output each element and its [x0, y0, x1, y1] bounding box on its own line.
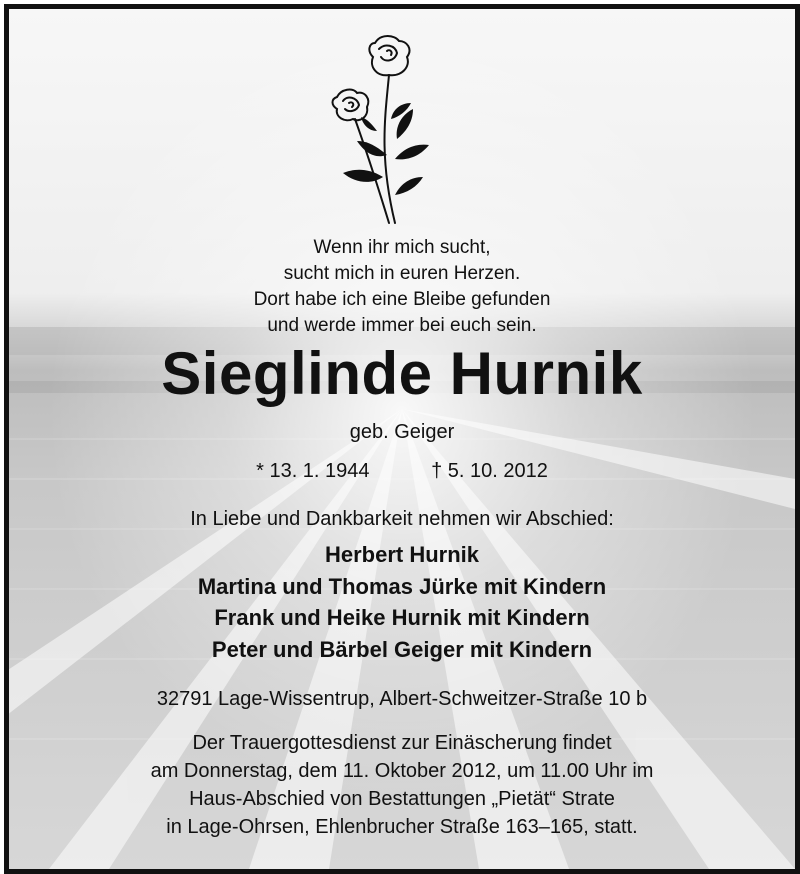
deceased-name: Sieglinde Hurnik: [161, 340, 643, 407]
service-line: am Donnerstag, dem 11. Oktober 2012, um 11.00 Uhr im: [150, 760, 654, 782]
death-date: † 5. 10. 2012: [431, 460, 548, 482]
mourner-name: Frank und Heike Hurnik mit Kindern: [214, 605, 590, 630]
service-line: in Lage-Ohrsen, Ehlenbrucher Straße 163–165, statt.: [166, 816, 638, 838]
poem-line: und werde immer bei euch sein.: [267, 315, 537, 336]
obituary-notice: [4, 4, 800, 874]
rose-icon: [317, 27, 437, 227]
mourners-list: [9, 539, 795, 665]
mourner-name: Martina und Thomas Jürke mit Kindern: [197, 573, 607, 599]
address: 32791 Lage-Wissentrup, Albert-Schweitzer-Straße 10 b: [156, 688, 648, 710]
mourner-name: Herbert Hurnik: [324, 542, 480, 567]
service-line: Haus-Abschied von Bestattungen „Pietät“ Strate: [189, 788, 615, 810]
farewell-text: In Liebe und Dankbarkeit nehmen wir Abschied:: [190, 508, 614, 530]
service-line: Der Trauergottesdienst zur Einäscherung findet: [192, 732, 612, 754]
poem-line: sucht mich in euren Herzen.: [283, 263, 521, 284]
poem: [9, 235, 795, 339]
poem-line: Dort habe ich eine Bleibe gefunden: [253, 289, 551, 310]
birth-date: * 13. 1. 1944: [256, 460, 370, 482]
mourner-name: Peter und Bärbel Geiger mit Kindern: [211, 636, 593, 662]
life-dates: [9, 457, 795, 485]
birth-name: geb. Geiger: [349, 421, 455, 443]
poem-line: Wenn ihr mich sucht,: [313, 237, 491, 258]
service-info: [9, 729, 795, 841]
